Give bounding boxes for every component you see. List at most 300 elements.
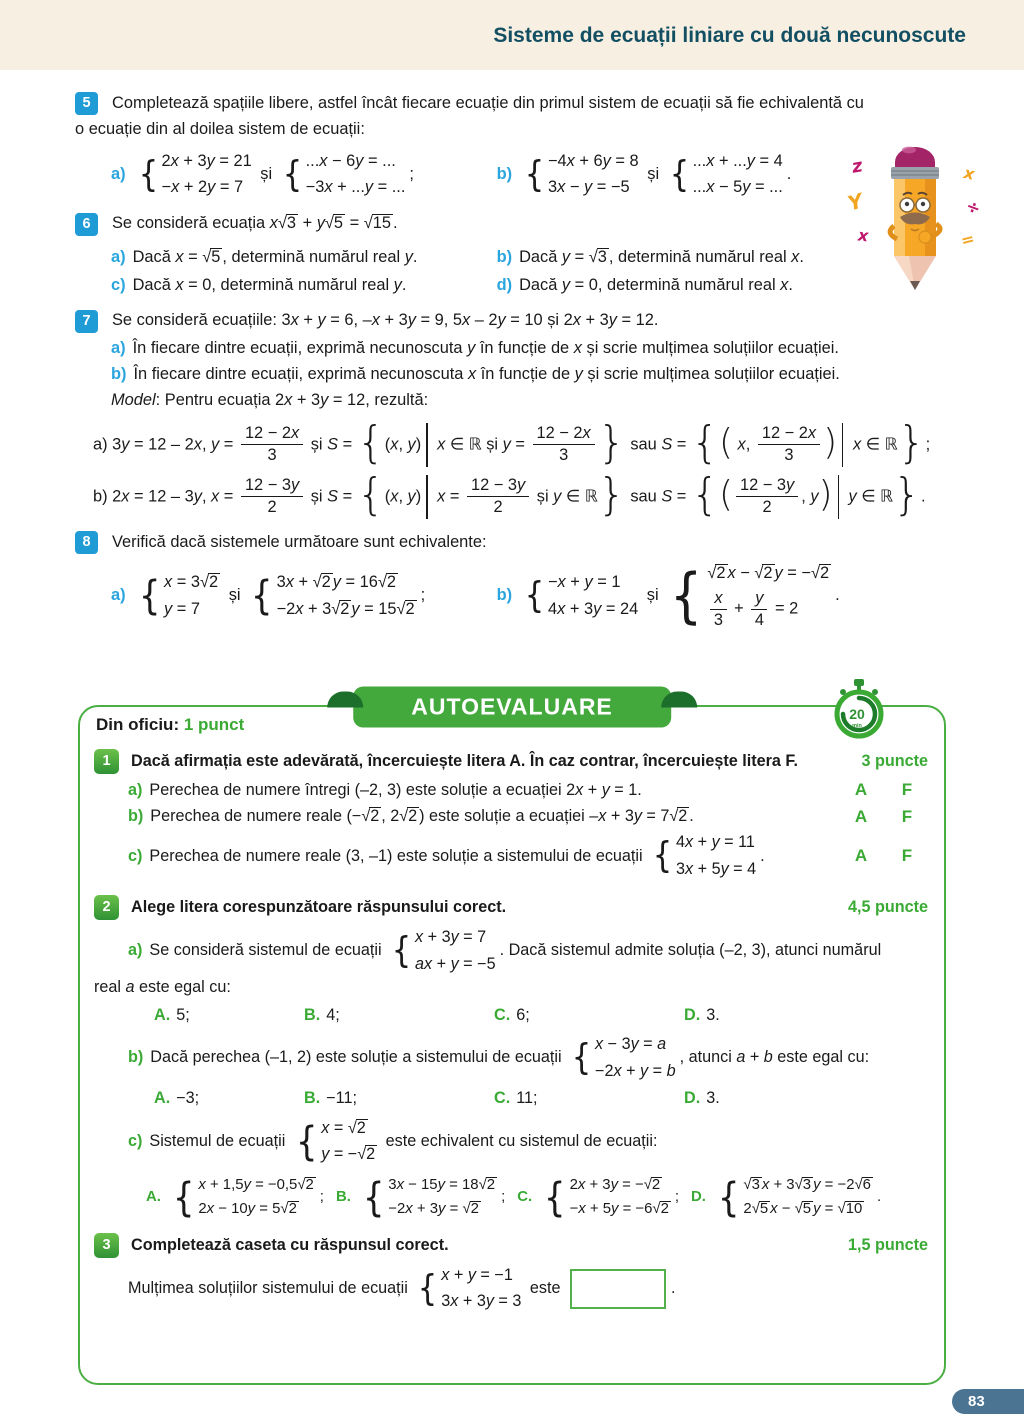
option-tail: ; — [674, 1188, 680, 1205]
text-run: În fiecare dintre ecuații, exprimă necunoscuta x în funcție de y și scrie mulțimea soluțiilor ecuației. — [133, 365, 840, 384]
content-line — [75, 562, 972, 630]
option-letter[interactable]: A. — [154, 1089, 171, 1108]
din-oficiu-value: 1 punct — [183, 715, 245, 734]
equation: 3x − 15y = 18√2 — [388, 1176, 496, 1193]
square-root: √3 — [277, 214, 297, 233]
item-label: a) — [128, 780, 143, 799]
square-root: √2 — [377, 572, 396, 591]
equation: 4x + y = 11 — [676, 833, 755, 852]
equations — [321, 1117, 377, 1167]
answer-letter-f[interactable]: F — [901, 845, 913, 865]
denominator: 3 — [784, 446, 794, 465]
square-root: √2 — [331, 599, 350, 618]
numerator: 12 − 2x — [758, 424, 820, 445]
equation: −2x + y = b — [595, 1061, 676, 1080]
item-label: a) — [111, 339, 126, 358]
pencil-illustration — [865, 118, 965, 318]
equations — [743, 1175, 873, 1221]
line-column — [497, 562, 972, 630]
set-divider-bar — [426, 423, 427, 467]
din-oficiu — [96, 715, 244, 735]
item-label: b) — [496, 247, 513, 266]
equations — [707, 562, 831, 630]
square-root: √3 — [794, 1176, 812, 1193]
item-label: b) — [128, 1048, 144, 1067]
option-letter[interactable]: D. — [684, 1089, 701, 1108]
equation-system: { √3 x + 3√3 y = −2√6 2√5 x − √5 y = √10 — [717, 1174, 871, 1221]
equations — [164, 571, 220, 622]
points-badge: 1,5 puncte — [847, 1235, 928, 1254]
equation-system: { 3x − 15y = 18√2 −2x + 3y = √2 — [362, 1174, 496, 1221]
line-column — [494, 1087, 684, 1110]
equation-system: { ...x + ...y = 4 ...x − 5y = ... — [668, 150, 783, 201]
equations — [676, 831, 756, 881]
answer-option[interactable] — [304, 1004, 340, 1027]
equation: −x + 2y = 7 — [161, 178, 244, 197]
statement-title: Dacă afirmația este adevărată, încercuiește litera A. În caz contrar, încercuiește litera F. — [131, 751, 799, 770]
answer-option[interactable] — [304, 1087, 357, 1110]
option-value: 5; — [176, 1005, 190, 1024]
equation-system: { 4x + y = 11 3x + 5y = 4 — [651, 831, 756, 881]
content-line — [94, 1087, 930, 1110]
line-column — [75, 246, 497, 270]
mascot-glyph: Y — [844, 188, 866, 216]
option-value: −11; — [326, 1089, 357, 1108]
right-brace: } — [897, 416, 926, 468]
radicand: 15 — [372, 214, 391, 233]
content-line — [94, 749, 930, 774]
answer-option[interactable] — [684, 1087, 720, 1110]
equation: x + y = −1 — [441, 1265, 513, 1284]
autoevaluare-title: AUTOEVALUARE — [411, 693, 613, 720]
square-root: √2 — [811, 564, 830, 583]
content-line — [75, 468, 972, 520]
equations — [548, 150, 639, 201]
option-letter[interactable]: C. — [494, 1005, 511, 1024]
text-run: Dacă x = √5 , determină numărul real y. — [132, 247, 418, 266]
equations — [198, 1175, 315, 1221]
equations — [570, 1175, 671, 1221]
text-run: Perechea de numere reale (−√2 , 2√2 ) este soluție a ecuației –x + 3y = 7√2 . — [150, 807, 694, 826]
mascot-glyph: x — [857, 225, 870, 246]
item-label: b) — [496, 164, 513, 183]
content-line — [94, 1264, 930, 1314]
answer-option-system[interactable] — [517, 1175, 679, 1221]
content-line — [75, 118, 972, 142]
denominator: 3 — [559, 446, 569, 465]
autoevaluare-banner — [353, 687, 671, 728]
radicand: 2 — [486, 1176, 496, 1193]
equation: √2 x − √2 y = −√2 — [707, 564, 830, 583]
content-line — [94, 1004, 930, 1027]
radicand: 2 — [405, 599, 415, 618]
option-letter[interactable]: C. — [517, 1188, 533, 1205]
option-letter[interactable]: B. — [335, 1188, 351, 1205]
option-tail: . — [876, 1188, 882, 1205]
content-line — [75, 531, 972, 555]
answer-letter-f[interactable]: F — [901, 806, 913, 826]
statement-text — [94, 831, 838, 881]
content-line — [94, 895, 930, 920]
square-root: √3 — [743, 1176, 760, 1193]
equation: −x + y = 1 — [547, 572, 621, 591]
option-letter[interactable]: D. — [684, 1005, 701, 1024]
radicand: 2 — [305, 1176, 314, 1193]
text-run: : Pentru ecuația 2x + 3y = 12, rezultă: — [155, 390, 429, 409]
equation: −x + 5y = −6√2 — [569, 1201, 669, 1218]
statement-title: Completează caseta cu răspunsul corect. — [131, 1235, 449, 1254]
option-tail: ; — [319, 1188, 324, 1205]
text-run: este echivalent cu sistemul de ecuații: — [385, 1131, 658, 1150]
content-line — [75, 92, 972, 116]
mascot-glyph: = — [958, 228, 977, 251]
equation-system: { −x + y = 1 4x + 3y = 24 — [523, 571, 638, 622]
radicand: 10 — [845, 1201, 863, 1218]
answer-option-system[interactable] — [691, 1175, 881, 1221]
equation: 3x + 5y = 4 — [676, 859, 757, 878]
numerator: 12 − 2x — [533, 424, 595, 445]
radicand: 2 — [370, 807, 380, 826]
numerator: x — [710, 589, 726, 610]
pencil-ferrule — [891, 167, 939, 179]
denominator: 3 — [267, 446, 277, 465]
radicand: 5 — [333, 214, 344, 233]
equation: 3x − y = −5 — [547, 178, 630, 197]
content-line — [94, 805, 930, 830]
square-root: √2 — [297, 1176, 314, 1193]
equations — [415, 926, 496, 976]
content-line — [94, 778, 930, 803]
text-run: Dacă y = 0, determină numărul real x. — [519, 275, 793, 294]
denominator: 3 — [713, 611, 724, 630]
exercise-number-badge: 5 — [75, 92, 98, 115]
line-column — [94, 1004, 304, 1027]
radicand: 5 — [802, 1201, 812, 1218]
left-paren: ( — [718, 473, 733, 515]
question-number-badge: 1 — [94, 749, 119, 774]
item-label: a) — [111, 164, 126, 183]
text-run: Verifică dacă sistemele următoare sunt echivalente: — [112, 532, 487, 551]
option-letter[interactable]: B. — [304, 1005, 321, 1024]
answer-letter-a[interactable]: A — [854, 806, 868, 826]
equation: −4x + 6y = 8 — [547, 151, 639, 170]
exercise-number-badge: 7 — [75, 310, 98, 333]
equation-system: { x + 3y = 7 ax + y = −5 — [390, 926, 495, 976]
equation: x + 1,5y = −0,5√2 — [198, 1176, 314, 1193]
text-run: , atunci a + b este egal cu: — [679, 1048, 870, 1067]
points-badge: 4,5 puncte — [847, 898, 928, 916]
timer-unit: min — [852, 723, 862, 729]
fraction — [533, 424, 595, 465]
text-run: . — [671, 1279, 676, 1298]
fraction — [467, 476, 529, 517]
equations — [548, 571, 638, 622]
equation-system: { x + y = −1 3x + 3y = 3 — [416, 1264, 521, 1314]
chapter-title: Sisteme de ecuații liniare cu două necunoscute — [493, 24, 966, 47]
square-root: √10 — [837, 1201, 863, 1218]
radicand: 6 — [862, 1176, 871, 1193]
equation: 2√5 x − √5 y = √10 — [743, 1201, 863, 1218]
equation: √3 x + 3√3 y = −2√6 — [743, 1176, 871, 1193]
answer-option[interactable] — [494, 1087, 538, 1110]
answer-letter-a[interactable]: A — [854, 845, 868, 865]
line-column — [75, 274, 497, 298]
answer-option[interactable] — [154, 1004, 190, 1027]
text-run: și — [642, 164, 660, 183]
square-root: √6 — [854, 1176, 871, 1193]
equation-system: { ...x − 6y = ... −3x + ...y = ... — [281, 150, 406, 201]
line-column — [684, 1087, 930, 1110]
equation: 2x + 3y = 21 — [161, 151, 252, 170]
equation-system: { √2 x − √2 y = −√2 $\frac{x}{3}$ + $\frac{y}{4}$ = 2 — [670, 561, 830, 632]
content-line — [94, 831, 930, 881]
radicand: 2 — [763, 564, 773, 583]
radicand: 2 — [470, 1201, 479, 1218]
text-run: . — [760, 846, 765, 865]
radicand: 3 — [802, 1176, 812, 1193]
numerator: 12 − 3y — [736, 476, 798, 497]
option-letter[interactable]: A. — [146, 1188, 161, 1205]
item-label: a) — [111, 586, 126, 605]
option-letter[interactable]: B. — [304, 1089, 321, 1108]
content-line — [94, 1117, 930, 1167]
radicand: 2 — [408, 807, 418, 826]
pencil-hand — [919, 231, 931, 243]
text-run: Se consideră ecuația x√3 + y√5 = √15 . — [112, 214, 398, 233]
square-root: √2 — [361, 807, 380, 826]
fraction — [758, 424, 820, 465]
option-value: −3; — [176, 1089, 200, 1108]
text-run: Perechea de numere reale (3, –1) este soluție a sistemului de ecuații — [149, 846, 643, 865]
fraction — [751, 589, 767, 630]
radicand: 2 — [356, 1118, 366, 1137]
item-label: b) — [496, 586, 513, 605]
radicand: 2 — [820, 564, 830, 583]
option-letter[interactable]: C. — [494, 1089, 511, 1108]
text-run: și — [255, 164, 273, 183]
page-number: 83 — [968, 1393, 985, 1410]
content-line — [94, 976, 930, 999]
question-number-badge: 3 — [94, 1233, 119, 1258]
radicand: 2 — [340, 599, 350, 618]
option-letter[interactable]: D. — [691, 1188, 706, 1205]
line-column — [94, 1087, 304, 1110]
square-root: √2 — [462, 1201, 479, 1218]
right-brace: } — [597, 468, 626, 520]
equation: ...x − 5y = ... — [692, 178, 783, 197]
option-value: 3. — [706, 1089, 720, 1108]
content-line — [75, 309, 972, 333]
text-run: Sistemul de ecuații — [149, 1131, 286, 1150]
text-run: o ecuație din al doilea sistem de ecuații: — [75, 119, 365, 138]
equation: 3x + √2 y = 16√2 — [276, 572, 396, 591]
content-line — [94, 1233, 930, 1258]
answer-letter-a[interactable]: A — [854, 780, 868, 799]
text-run: ; — [409, 164, 414, 183]
equation: y = −√2 — [321, 1145, 376, 1164]
equation: x + 3y = 7 — [415, 928, 487, 947]
content-line — [75, 337, 972, 361]
numerator: y — [751, 589, 767, 610]
din-oficiu-label: Din oficiu: — [96, 715, 180, 734]
square-root: √2 — [396, 599, 415, 618]
exercise-number-badge: 8 — [75, 531, 98, 554]
equation: 2x − 10y = 5√2 — [198, 1201, 297, 1218]
item-label: a) — [128, 941, 143, 960]
radicand: 2 — [678, 807, 688, 826]
numerator: 12 − 3y — [467, 476, 529, 497]
square-root: √5 — [794, 1201, 812, 1218]
item-label: c) — [128, 1131, 143, 1150]
denominator: 2 — [493, 498, 503, 517]
square-root: √3 — [588, 247, 607, 266]
square-root: √2 — [357, 1145, 376, 1164]
text-run: . — [786, 164, 792, 183]
line-column — [304, 1004, 494, 1027]
statement-text — [94, 805, 838, 828]
numerator: 12 − 2x — [241, 424, 303, 445]
square-root: √2 — [707, 564, 726, 583]
content-line — [75, 274, 972, 298]
radicand: 2 — [651, 1176, 661, 1193]
mascot-glyph: x — [961, 163, 976, 184]
radicand: 2 — [209, 572, 219, 591]
banner-ribbon-left — [327, 691, 363, 707]
item-label: b) — [128, 807, 144, 826]
fraction — [736, 476, 798, 517]
equation: x − 3y = a — [595, 1035, 667, 1054]
square-root: √2 — [200, 572, 219, 591]
text-run: În fiecare dintre ecuații, exprimă necunoscuta y în funcție de x și scrie mulțimea soluțiilor ecuației. — [132, 339, 839, 358]
equation-system: { 3x + √2 y = 16√2 −2x + 3√2 y = 15√2 — [249, 571, 417, 622]
equation: −2x + 3√2 y = 15√2 — [276, 599, 415, 618]
square-root: √5 — [202, 247, 221, 266]
equations — [388, 1175, 497, 1221]
square-root: √2 — [280, 1201, 297, 1218]
fraction — [241, 476, 303, 517]
radicand: 2 — [321, 572, 331, 591]
radicand: 2 — [366, 1145, 376, 1164]
timer-icon — [830, 677, 888, 746]
equations — [693, 150, 783, 201]
content-line — [75, 246, 972, 270]
text-run: este — [529, 1279, 561, 1298]
equation: ax + y = −5 — [415, 954, 496, 973]
text-run: și — [224, 586, 241, 605]
radicand: 2 — [716, 564, 726, 583]
equation: ...x − 6y = ... — [305, 151, 396, 170]
equations — [161, 150, 251, 201]
banner-ribbon-right — [661, 691, 697, 707]
answer-option[interactable] — [154, 1087, 199, 1110]
square-root: √2 — [754, 564, 773, 583]
item-label: c) — [128, 846, 143, 865]
line-column — [75, 571, 497, 622]
equation-system: { −4x + 6y = 8 3x − y = −5 — [523, 150, 639, 201]
option-value: 11; — [516, 1089, 538, 1108]
answer-option-system[interactable] — [146, 1175, 324, 1221]
option-letter[interactable]: A. — [154, 1005, 171, 1024]
radicand: 2 — [660, 1201, 669, 1218]
content-line — [75, 212, 972, 236]
text-run: Se consideră sistemul de ecuații — [149, 941, 382, 960]
equation-system: { x − 3y = a −2x + y = b — [570, 1033, 675, 1083]
equation-system: { 2x + 3y = −√2 −x + 5y = −6√2 — [544, 1174, 669, 1221]
pencil-mascot — [844, 118, 983, 318]
option-value: 6; — [516, 1005, 530, 1024]
radicand: 2 — [386, 572, 396, 591]
set-divider-bar — [838, 475, 839, 519]
fraction — [241, 424, 303, 465]
equation: −3x + ...y = ... — [305, 178, 406, 197]
text-run: . — [835, 586, 840, 605]
answer-letter-f[interactable]: F — [901, 780, 913, 799]
statement-text — [94, 779, 838, 802]
model-word: Model — [111, 390, 156, 409]
equation-system: { x + 1,5y = −0,5√2 2x − 10y = 5√2 — [172, 1174, 314, 1221]
set-divider-bar — [426, 475, 427, 519]
content-line — [94, 926, 930, 976]
equations — [306, 150, 406, 201]
answer-option[interactable] — [494, 1004, 530, 1027]
statement-title: Alege litera corespunzătoare răspunsului corect. — [131, 898, 507, 916]
autoevaluare-box — [78, 693, 946, 1385]
text-run: Dacă y = √3 , determină numărul real x. — [519, 247, 804, 266]
exercise-number-badge: 6 — [75, 213, 98, 236]
equation: 2x + 3y = −√2 — [569, 1176, 661, 1193]
text-run: b) 2x = 12 – 3y, x = $\frac{12 - 3y}{2}$ și S = {(x, y) x = $\frac{12 - 3y}{2}$ și y ∈ ℝ} sau S = {( $\frac{12 - 3y}{2}$ , y) y ∈ ℝ}. — [93, 468, 926, 520]
square-root: √2 — [669, 807, 688, 826]
radicand: 3 — [597, 247, 607, 266]
text-run: real a este egal cu: — [94, 978, 231, 997]
square-root: √2 — [643, 1176, 661, 1193]
content-line — [75, 389, 972, 413]
right-brace: } — [893, 468, 922, 520]
points-badge: 3 puncte — [861, 751, 928, 770]
text-run: Se consideră ecuațiile: 3x + y = 6, –x + 3y = 9, 5x – 2y = 10 și 2x + 3y = 12. — [112, 311, 659, 330]
square-root: √5 — [324, 214, 344, 233]
square-root: √5 — [751, 1201, 769, 1218]
item-label: b) — [111, 365, 127, 384]
page-number-tab — [952, 1389, 1024, 1414]
answer-option-system[interactable] — [336, 1175, 505, 1221]
left-brace: { — [356, 416, 385, 468]
square-root: √2 — [312, 572, 331, 591]
equation: −2x + 3y = √2 — [388, 1201, 479, 1218]
stopwatch-button — [854, 679, 864, 686]
equation-system: { x = 3√2 y = 7 — [137, 571, 221, 622]
exercises-section — [75, 70, 972, 630]
text-run: Dacă x = 0, determină numărul real y. — [132, 275, 407, 294]
radicand: 5 — [759, 1201, 769, 1218]
equation: $\frac{x}{3}$ + $\frac{y}{4}$ = 2 — [707, 589, 831, 630]
content-line — [75, 416, 972, 468]
fraction — [710, 589, 726, 630]
answer-box[interactable] — [570, 1269, 666, 1309]
equation: 3x + 3y = 3 — [441, 1292, 522, 1311]
equations — [277, 571, 417, 622]
item-label: d) — [496, 275, 513, 294]
content-line — [94, 1033, 930, 1083]
equation-system: { x = √2 y = −√2 — [295, 1118, 376, 1165]
text-run: Completează spațiile libere, astfel încât fiecare ecuație din primul sistem de ecuații să fie echivalentă cu — [112, 94, 864, 112]
right-paren: ) — [823, 421, 838, 463]
numerator: 12 − 3y — [241, 476, 303, 497]
left-brace: { — [690, 416, 719, 468]
equations — [441, 1264, 521, 1314]
answer-option[interactable] — [684, 1004, 720, 1027]
line-column — [494, 1004, 684, 1027]
